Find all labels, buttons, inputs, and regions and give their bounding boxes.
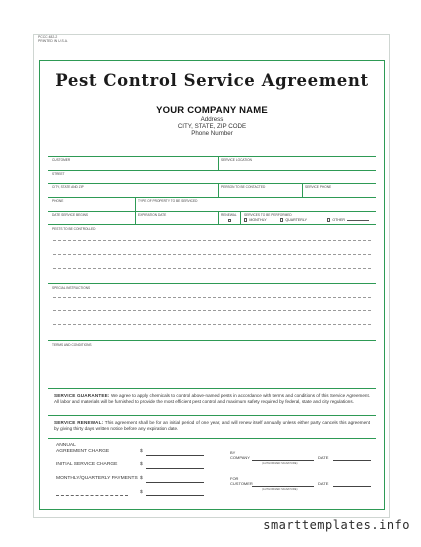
- divider: [48, 183, 376, 184]
- service-phone-field[interactable]: SERVICE PHONE: [305, 185, 332, 189]
- agreement-charge-label: AGREEMENT CHARGE: [56, 449, 110, 454]
- extra-charge-label-line[interactable]: [56, 495, 128, 496]
- divider: [218, 156, 219, 170]
- company-name: YOUR COMPANY NAME: [156, 105, 268, 116]
- divider: [218, 183, 219, 197]
- write-line[interactable]: [53, 310, 371, 311]
- page-title: Pest Control Service Agreement: [55, 71, 369, 90]
- renewal-checkbox[interactable]: [228, 219, 231, 222]
- customer-field[interactable]: CUSTOMER: [52, 158, 71, 162]
- quarterly-checkbox[interactable]: [280, 218, 283, 221]
- for-label: FOR: [230, 476, 239, 481]
- currency-sign: $: [140, 490, 143, 495]
- guarantee-heading: SERVICE GUARANTEE:: [54, 393, 110, 398]
- divider: [48, 415, 376, 416]
- monthly-checkbox[interactable]: [244, 218, 247, 221]
- service-guarantee: [54, 393, 370, 404]
- divider: [302, 183, 303, 197]
- street-field[interactable]: STREET: [52, 172, 65, 176]
- company-label: COMPANY: [230, 455, 250, 460]
- phone-field[interactable]: PHONE: [52, 199, 64, 203]
- guarantee-text: We agree to apply chemicals to control above-named pests in accordance with terms and conditions of this Service Agreement. All labor and materials will be furnished to provide the most efficient pest control and maximum safety required by federal, state and city regulations.: [54, 393, 371, 404]
- divider: [218, 211, 219, 224]
- divider: [48, 211, 376, 212]
- service-renewal: [54, 420, 370, 431]
- other-checkbox[interactable]: [327, 218, 330, 221]
- renewal-heading: SERVICE RENEWAL:: [54, 420, 104, 425]
- authorized-note: [262, 461, 297, 467]
- date-label: DATE: [318, 481, 329, 486]
- service-location-field[interactable]: SERVICE LOCATION: [221, 158, 252, 162]
- write-line[interactable]: [53, 254, 371, 255]
- divider: [48, 438, 376, 439]
- company-block: [40, 105, 384, 137]
- form-number: [38, 35, 68, 43]
- expiration-date-field[interactable]: EXPIRATION DATE: [138, 213, 167, 217]
- customer-label: CUSTOMER: [230, 481, 253, 486]
- quarterly-label: QUARTERLY: [285, 218, 308, 222]
- pests-field[interactable]: PESTS TO BE CONTROLLED: [52, 227, 96, 231]
- divider: [48, 156, 376, 157]
- monthly-label: MONTHLY: [249, 218, 267, 222]
- currency-sign: $: [140, 449, 143, 454]
- agreement-charge-input[interactable]: [146, 455, 204, 456]
- write-line[interactable]: [53, 268, 371, 269]
- divider: [48, 340, 376, 341]
- customer-date-line[interactable]: [333, 486, 371, 487]
- authorized-note: [262, 487, 297, 493]
- write-line[interactable]: [53, 240, 371, 241]
- other-label: OTHER: [332, 218, 345, 222]
- city-state-zip-field[interactable]: CITY, STATE AND ZIP: [52, 185, 84, 189]
- currency-sign: $: [140, 462, 143, 467]
- form-code: PCCC 482-2: [38, 35, 58, 39]
- monthly-payments-label: MONTHLY/QUARTERLY PAYMENTS: [56, 476, 138, 481]
- write-line[interactable]: [53, 324, 371, 325]
- initial-charge-input[interactable]: [146, 468, 204, 469]
- authorized-text: (AUTHORIZED SIGNATURE): [262, 488, 298, 491]
- special-instructions-field[interactable]: SPECIAL INSTRUCTIONS: [52, 286, 91, 290]
- company-city: CITY, STATE, ZIP CODE: [177, 123, 247, 130]
- renewal-text: This agreement shall be for an initial period of one year, and will renew itself annually unless either party cancels this agreement by giving thirty days written notice before any expiration date.: [54, 420, 370, 431]
- other-blank: [347, 220, 369, 221]
- monthly-option[interactable]: [244, 218, 267, 222]
- services-performed-label: SERVICES TO BE PERFORMED: [244, 213, 292, 217]
- divider: [48, 283, 376, 284]
- date-begins-field[interactable]: DATE SERVICE BEGINS: [52, 213, 89, 217]
- property-type-field[interactable]: TYPE OF PROPERTY TO BE SERVICED: [138, 199, 198, 203]
- divider: [48, 170, 376, 171]
- company-address: Address: [200, 116, 224, 123]
- divider: [48, 388, 376, 389]
- by-label: BY: [230, 450, 236, 455]
- divider: [240, 211, 241, 224]
- company-phone: Phone Number: [191, 130, 233, 137]
- company-date-line[interactable]: [333, 460, 371, 461]
- date-label: DATE: [318, 455, 329, 460]
- monthly-payments-input[interactable]: [146, 482, 204, 483]
- person-contacted-field[interactable]: PERSON TO BE CONTACTED: [221, 185, 266, 189]
- annual-label: ANNUAL: [56, 443, 76, 448]
- divider: [135, 197, 136, 224]
- renewal-label: RENEWAL: [221, 213, 237, 217]
- extra-charge-input[interactable]: [146, 495, 204, 496]
- other-option[interactable]: [327, 218, 369, 222]
- quarterly-option[interactable]: [280, 218, 307, 222]
- currency-sign: $: [140, 476, 143, 481]
- initial-charge-label: INITIAL SERVICE CHARGE: [56, 462, 118, 467]
- printed-note: PRINTED IN U.S.A.: [38, 39, 68, 43]
- divider: [48, 197, 376, 198]
- divider: [48, 224, 376, 225]
- terms-field[interactable]: TERMS AND CONDITIONS: [52, 343, 92, 347]
- write-line[interactable]: [53, 297, 371, 298]
- watermark: smarttemplates.info: [263, 518, 410, 532]
- agreement-frame: [39, 60, 385, 510]
- authorized-text: (AUTHORIZED SIGNATURE): [262, 462, 298, 465]
